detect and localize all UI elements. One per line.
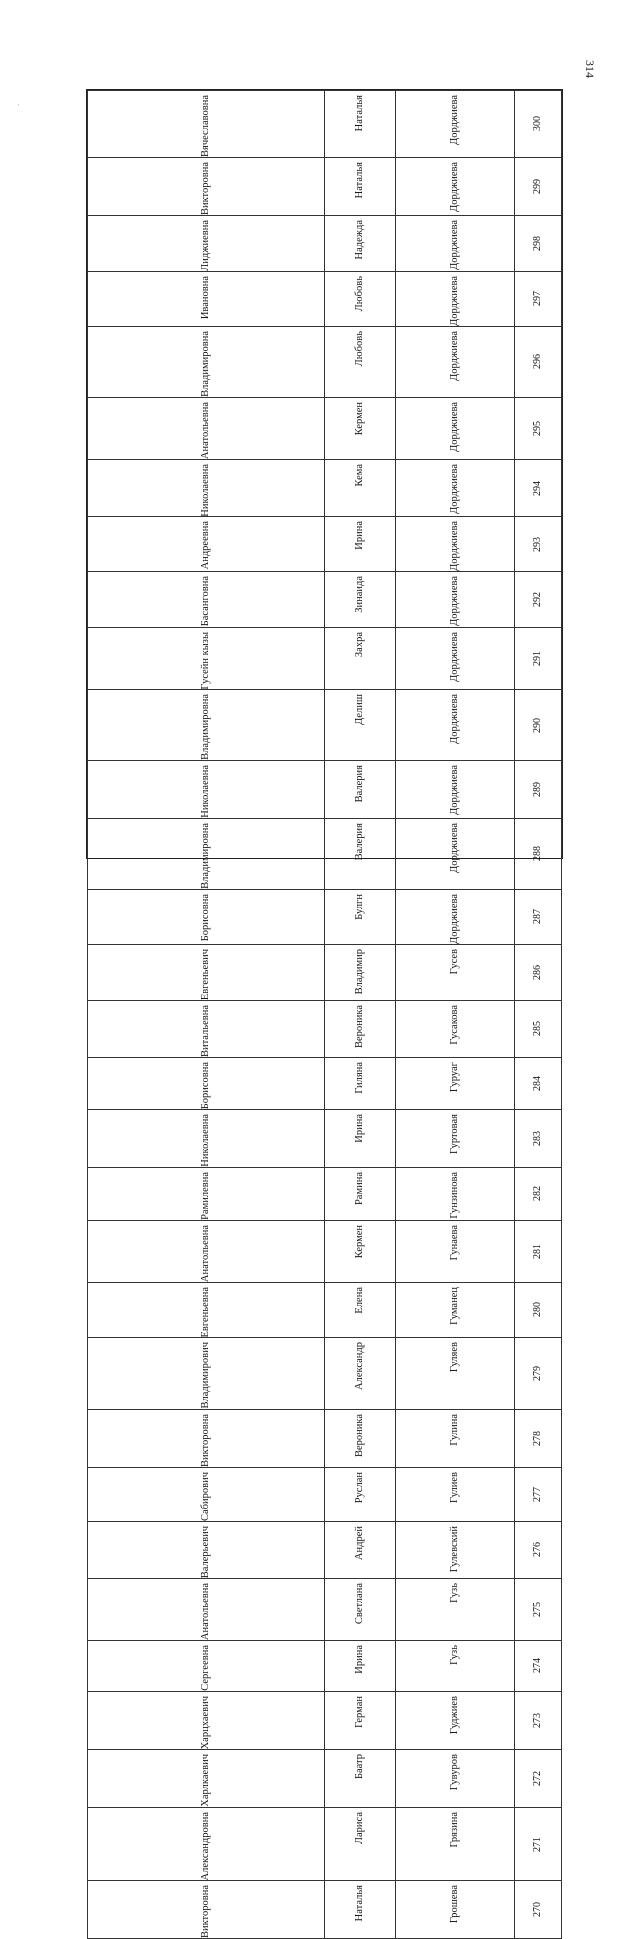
last-name-cell [396,1167,515,1220]
last-name-text: Дорджиева [448,694,460,745]
patronymic-cell [88,944,325,1000]
last-name-text: Гуляев [448,1342,460,1373]
patronymic-text: Харцхаевич [199,1695,211,1750]
row-number-text: 278 [531,1430,543,1446]
row-number-text: 293 [531,536,543,552]
patronymic-text: Сергеевна [199,1645,211,1691]
first-name-cell [325,271,396,326]
patronymic-cell [88,572,325,627]
row-number-cell [514,517,561,572]
table-row [88,889,562,944]
last-name-cell [396,1691,515,1749]
row-number-cell [514,1220,561,1282]
last-name-text: Дорджиева [448,822,460,873]
last-name-text: Гуруаг [448,1061,460,1092]
first-name-cell [325,1807,396,1880]
last-name-text: Дорджиева [448,521,460,572]
table-row [88,1881,562,1939]
row-number-text: 297 [531,291,543,307]
last-name-text: Дорджиева [448,275,460,326]
table-row [88,627,562,690]
row-number-text: 280 [531,1302,543,1318]
patronymic-cell [88,1521,325,1578]
table-row [88,1467,562,1521]
patronymic-cell [88,397,325,459]
patronymic-text: Рамилевна [199,1171,211,1220]
first-name-cell [325,690,396,761]
patronymic-cell [88,91,325,158]
row-number-text: 288 [531,846,543,862]
first-name-text: Рамина [353,1171,365,1205]
last-name-cell [396,216,515,272]
row-number-text: 292 [531,591,543,607]
row-number-text: 273 [531,1713,543,1729]
first-name-cell [325,1521,396,1578]
patronymic-cell [88,1167,325,1220]
patronymic-cell [88,889,325,944]
row-number-text: 290 [531,717,543,733]
last-name-text: Дорджиева [448,463,460,514]
row-number-text: 299 [531,179,543,194]
last-name-cell [396,1409,515,1467]
patronymic-text: Анатольевна [199,1224,211,1282]
first-name-text: Ирина [353,1645,365,1674]
row-number-cell [514,1110,561,1168]
first-name-text: Кермен [353,401,365,435]
last-name-cell [396,1220,515,1282]
first-name-cell [325,1110,396,1168]
first-name-text: Лариса [353,1811,365,1845]
last-name-cell [396,271,515,326]
patronymic-cell [88,1057,325,1109]
last-name-text: Гузь [448,1582,460,1603]
last-name-text: Гусев [448,948,460,974]
first-name-text: Светлана [353,1582,365,1625]
last-name-text: Гулевский [448,1525,460,1572]
first-name-text: Делиш [353,694,365,726]
patronymic-cell [88,627,325,690]
row-number-cell [514,944,561,1000]
first-name-text: Герман [353,1695,365,1728]
first-name-text: Владимир [353,948,365,994]
table-row [88,517,562,572]
row-number-cell [514,1807,561,1880]
row-number-cell [514,459,561,517]
patronymic-cell [88,761,325,819]
table-row [88,326,562,397]
first-name-cell [325,459,396,517]
first-name-cell [325,1409,396,1467]
last-name-cell [396,397,515,459]
patronymic-text: Викторовна [199,1885,211,1939]
table-row [88,1282,562,1338]
first-name-text: Андрей [353,1525,365,1560]
patronymic-cell [88,1000,325,1057]
row-number-text: 274 [531,1658,543,1674]
last-name-text: Дорджиева [448,401,460,452]
first-name-text: Булгн [353,893,365,920]
patronymic-cell [88,326,325,397]
first-name-cell [325,1750,396,1808]
patronymic-cell [88,1220,325,1282]
row-number-cell [514,761,561,819]
patronymic-text: Викторовна [199,1413,211,1467]
last-name-text: Дорджиева [448,95,460,145]
first-name-cell [325,761,396,819]
row-number-cell [514,1750,561,1808]
patronymic-cell [88,1409,325,1467]
first-name-cell [325,944,396,1000]
patronymic-text: Валерьевич [199,1525,211,1578]
last-name-cell [396,91,515,158]
last-name-cell [396,1467,515,1521]
patronymic-cell [88,1338,325,1410]
table-row [88,271,562,326]
patronymic-text: Викторовна [199,161,211,216]
page-number: 314 [583,60,597,78]
patronymic-cell [88,1282,325,1338]
table-row [88,1521,562,1578]
first-name-cell [325,627,396,690]
table-row [88,1807,562,1880]
patronymic-cell [88,690,325,761]
first-name-text: Руслан [353,1471,365,1504]
row-number-text: 282 [531,1186,543,1202]
first-name-cell [325,889,396,944]
patronymic-text: Андреевна [199,521,211,570]
patronymic-cell [88,818,325,889]
row-number-cell [514,1578,561,1640]
roster-table [87,90,562,1939]
last-name-text: Дорджиева [448,765,460,815]
first-name-cell [325,1881,396,1939]
first-name-text: Наталья [353,161,365,199]
patronymic-text: Владимировна [199,694,211,761]
row-number-text: 283 [531,1130,543,1146]
last-name-cell [396,1338,515,1410]
stray-mark: ' [18,104,20,110]
row-number-text: 287 [531,909,543,925]
row-number-cell [514,397,561,459]
last-name-cell [396,572,515,627]
patronymic-text: Анатольевна [199,1582,211,1641]
patronymic-cell [88,1467,325,1521]
first-name-cell [325,1641,396,1692]
last-name-cell [396,326,515,397]
last-name-cell [396,1641,515,1692]
table-row [88,944,562,1000]
last-name-cell [396,944,515,1000]
table-row [88,572,562,627]
last-name-text: Гулина [448,1413,460,1446]
last-name-cell [396,1521,515,1578]
last-name-cell [396,1282,515,1338]
first-name-text: Валерия [353,765,365,803]
last-name-cell [396,627,515,690]
row-number-cell [514,690,561,761]
first-name-text: Гиляна [353,1061,365,1094]
first-name-cell [325,91,396,158]
patronymic-text: Николаевна [199,463,211,517]
patronymic-text: Владимирович [199,1342,211,1409]
row-number-cell [514,1691,561,1749]
first-name-text: Кема [353,463,365,487]
first-name-text: Елена [353,1286,365,1314]
table-row [88,1167,562,1220]
row-number-text: 298 [531,235,543,251]
row-number-cell [514,1338,561,1410]
patronymic-text: Гусейн кызы [199,631,211,690]
row-number-text: 281 [531,1243,543,1259]
row-number-cell [514,1167,561,1220]
row-number-text: 289 [531,781,543,797]
patronymic-text: Харлкаевич [199,1754,211,1807]
first-name-cell [325,1167,396,1220]
last-name-cell [396,1000,515,1057]
patronymic-text: Вячеславовна [199,95,211,157]
first-name-cell [325,397,396,459]
table-row [88,1057,562,1109]
row-number-cell [514,157,561,215]
first-name-cell [325,216,396,272]
last-name-cell [396,1110,515,1168]
patronymic-text: Евгеньевич [199,948,211,1000]
patronymic-text: Анатольевна [199,401,211,459]
patronymic-text: Ивановна [199,275,211,320]
last-name-text: Гузь [448,1645,460,1665]
row-number-text: 294 [531,480,543,496]
first-name-cell [325,1691,396,1749]
last-name-text: Дорджиева [448,161,460,212]
table-row [88,1641,562,1692]
last-name-text: Дорджиева [448,576,460,627]
table-row [88,1220,562,1282]
last-name-text: Грязина [448,1811,460,1848]
table-row [88,761,562,819]
patronymic-cell [88,1641,325,1692]
first-name-cell [325,157,396,215]
patronymic-cell [88,1578,325,1640]
table-row [88,216,562,272]
table-row [88,1338,562,1410]
last-name-text: Гунаева [448,1224,460,1260]
row-number-cell [514,216,561,272]
row-number-cell [514,572,561,627]
first-name-cell [325,1220,396,1282]
row-number-cell [514,889,561,944]
last-name-text: Гулиев [448,1471,460,1503]
table-row [88,1000,562,1057]
last-name-text: Дорджиева [448,330,460,381]
row-number-cell [514,1467,561,1521]
row-number-cell [514,1881,561,1939]
patronymic-text: Борисовна [199,893,211,941]
last-name-cell [396,1881,515,1939]
last-name-text: Гусакова [448,1004,460,1045]
patronymic-cell [88,517,325,572]
last-name-cell [396,818,515,889]
roster-body [88,91,562,1939]
patronymic-text: Владимировна [199,822,211,889]
patronymic-text: Владимировна [199,330,211,397]
last-name-text: Дорджиева [448,220,460,270]
patronymic-cell [88,216,325,272]
row-number-text: 295 [531,420,543,436]
patronymic-cell [88,1750,325,1808]
first-name-text: Ирина [353,1114,365,1143]
table-row [88,1750,562,1808]
patronymic-text: Лиджиевна [199,220,211,271]
first-name-cell [325,1282,396,1338]
last-name-cell [396,690,515,761]
first-name-text: Вероника [353,1413,365,1457]
row-number-cell [514,1409,561,1467]
row-number-cell [514,91,561,158]
first-name-text: Вероника [353,1004,365,1048]
table-row [88,1110,562,1168]
first-name-cell [325,572,396,627]
table-row [88,397,562,459]
first-name-text: Любовь [353,330,365,367]
patronymic-cell [88,1691,325,1749]
row-number-text: 271 [531,1836,543,1852]
first-name-text: Захра [353,631,365,657]
row-number-cell [514,1000,561,1057]
first-name-cell [325,818,396,889]
first-name-text: Кермен [353,1224,365,1258]
patronymic-cell [88,1807,325,1880]
first-name-text: Зинаида [353,576,365,614]
row-number-cell [514,627,561,690]
first-name-cell [325,1467,396,1521]
patronymic-cell [88,459,325,517]
patronymic-cell [88,157,325,215]
row-number-text: 284 [531,1075,543,1091]
row-number-cell [514,271,561,326]
table-row [88,690,562,761]
row-number-text: 300 [531,116,543,132]
last-name-text: Гувуров [448,1754,460,1791]
patronymic-cell [88,271,325,326]
row-number-text: 270 [531,1902,543,1918]
table-row [88,157,562,215]
last-name-cell [396,157,515,215]
patronymic-text: Витальевна [199,1004,211,1057]
first-name-cell [325,1338,396,1410]
last-name-cell [396,761,515,819]
patronymic-text: Евгеньевна [199,1286,211,1338]
row-number-text: 279 [531,1365,543,1381]
row-number-text: 276 [531,1542,543,1558]
last-name-cell [396,1750,515,1808]
last-name-text: Гуманец [448,1286,460,1325]
table-row [88,818,562,889]
row-number-cell [514,1057,561,1109]
last-name-cell [396,1057,515,1109]
first-name-text: Наталья [353,1885,365,1922]
first-name-text: Наталья [353,95,365,132]
first-name-text: Надежда [353,220,365,260]
row-number-text: 285 [531,1021,543,1037]
last-name-text: Грошева [448,1885,460,1924]
patronymic-text: Басанговна [199,576,211,627]
first-name-text: Любовь [353,275,365,312]
patronymic-text: Николаевна [199,1114,211,1167]
table-row [88,91,562,158]
patronymic-text: Сабирович [199,1471,211,1521]
table-row [88,1691,562,1749]
first-name-cell [325,1057,396,1109]
last-name-cell [396,889,515,944]
row-number-cell [514,326,561,397]
roster-table-container [86,89,563,1939]
first-name-text: Ирина [353,521,365,551]
patronymic-cell [88,1881,325,1939]
first-name-cell [325,1000,396,1057]
last-name-text: Гуртовая [448,1114,460,1155]
table-row [88,1578,562,1640]
row-number-text: 286 [531,964,543,980]
first-name-text: Александр [353,1342,365,1391]
first-name-cell [325,1578,396,1640]
last-name-cell [396,1807,515,1880]
row-number-text: 275 [531,1601,543,1617]
row-number-cell [514,818,561,889]
first-name-cell [325,517,396,572]
row-number-cell [514,1641,561,1692]
table-row [88,1409,562,1467]
row-number-text: 272 [531,1771,543,1787]
last-name-text: Гунзинова [448,1171,460,1219]
patronymic-cell [88,1110,325,1168]
row-number-text: 291 [531,650,543,666]
first-name-text: Баатр [353,1754,365,1780]
last-name-text: Дорджиева [448,893,460,944]
patronymic-text: Борисовна [199,1061,211,1109]
row-number-text: 277 [531,1486,543,1502]
row-number-cell [514,1521,561,1578]
last-name-text: Дорджиева [448,631,460,682]
last-name-cell [396,517,515,572]
last-name-cell [396,459,515,517]
row-number-cell [514,1282,561,1338]
first-name-cell [325,326,396,397]
patronymic-text: Александровна [199,1811,211,1881]
last-name-text: Гуджиев [448,1695,460,1734]
first-name-text: Валерия [353,822,365,861]
last-name-cell [396,1578,515,1640]
table-row [88,459,562,517]
row-number-text: 296 [531,354,543,370]
patronymic-text: Николаевна [199,765,211,818]
